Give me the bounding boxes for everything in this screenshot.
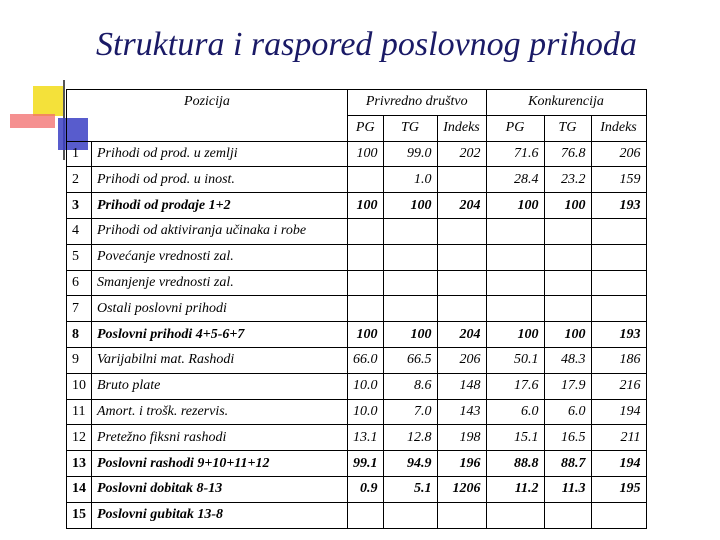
row-value (544, 218, 591, 244)
row-value (383, 244, 437, 270)
table-row (67, 476, 647, 502)
row-value: 211 (591, 425, 646, 451)
row-value: 1206 (437, 476, 486, 502)
row-value: 50.1 (486, 347, 544, 373)
header-pd-tg: TG (383, 115, 437, 141)
row-label: Povećanje vrednosti zal. (92, 244, 348, 270)
header-k-indeks: Indeks (591, 115, 646, 141)
table-row (67, 167, 647, 193)
row-value (544, 296, 591, 322)
row-value: 204 (437, 322, 486, 348)
row-label: Prihodi od aktiviranja učinaka i robe (92, 218, 348, 244)
row-value: 88.8 (486, 451, 544, 477)
row-value (591, 296, 646, 322)
table-row (67, 244, 647, 270)
row-label: Prihodi od prodaje 1+2 (92, 193, 348, 219)
row-value: 7.0 (383, 399, 437, 425)
row-value: 100 (486, 193, 544, 219)
row-value (348, 218, 384, 244)
row-value: 143 (437, 399, 486, 425)
row-value: 194 (591, 399, 646, 425)
row-value (383, 218, 437, 244)
row-value (591, 218, 646, 244)
header-konkurencija: Konkurencija (486, 90, 646, 116)
row-value: 71.6 (486, 141, 544, 167)
row-value: 99.1 (348, 451, 384, 477)
table-row (67, 399, 647, 425)
row-value: 0.9 (348, 476, 384, 502)
row-value (544, 270, 591, 296)
row-number: 15 (67, 502, 92, 528)
row-value: 100 (486, 322, 544, 348)
row-number: 13 (67, 451, 92, 477)
row-label: Prihodi od prod. u inost. (92, 167, 348, 193)
row-value: 100 (544, 322, 591, 348)
row-value (437, 296, 486, 322)
row-value: 6.0 (486, 399, 544, 425)
row-value: 13.1 (348, 425, 384, 451)
row-value (591, 502, 646, 528)
row-value: 88.7 (544, 451, 591, 477)
decor-bar-red (10, 114, 55, 128)
row-value (486, 296, 544, 322)
row-value (486, 244, 544, 270)
row-value: 100 (383, 193, 437, 219)
row-value: 204 (437, 193, 486, 219)
header-pozicija: Pozicija (67, 90, 348, 142)
row-value: 193 (591, 193, 646, 219)
row-value (383, 296, 437, 322)
row-value (437, 218, 486, 244)
data-table (66, 89, 647, 529)
header-k-tg: TG (544, 115, 591, 141)
row-value (437, 270, 486, 296)
row-value: 195 (591, 476, 646, 502)
row-value (383, 270, 437, 296)
row-value: 10.0 (348, 399, 384, 425)
row-value: 17.9 (544, 373, 591, 399)
table-row (67, 425, 647, 451)
header-k-pg: PG (486, 115, 544, 141)
row-value: 5.1 (383, 476, 437, 502)
table-row (67, 218, 647, 244)
row-number: 3 (67, 193, 92, 219)
header-pd-pg: PG (348, 115, 384, 141)
decor-square-yellow (33, 86, 63, 116)
row-value (486, 502, 544, 528)
row-value (486, 270, 544, 296)
row-label: Varijabilni mat. Rashodi (92, 347, 348, 373)
row-value: 17.6 (486, 373, 544, 399)
row-value: 11.3 (544, 476, 591, 502)
row-value: 100 (348, 193, 384, 219)
row-value (348, 502, 384, 528)
row-value (486, 218, 544, 244)
header-pd-indeks: Indeks (437, 115, 486, 141)
row-value: 193 (591, 322, 646, 348)
table-row (67, 347, 647, 373)
row-value: 28.4 (486, 167, 544, 193)
header-privredno-drustvo: Privredno društvo (348, 90, 487, 116)
row-value: 216 (591, 373, 646, 399)
row-number: 2 (67, 167, 92, 193)
row-value: 16.5 (544, 425, 591, 451)
row-number: 12 (67, 425, 92, 451)
row-label: Poslovni rashodi 9+10+11+12 (92, 451, 348, 477)
row-value: 202 (437, 141, 486, 167)
row-value: 186 (591, 347, 646, 373)
table-row (67, 373, 647, 399)
row-value (348, 270, 384, 296)
row-value: 196 (437, 451, 486, 477)
row-value (437, 244, 486, 270)
page-title: Struktura i raspored poslovnog prihoda (96, 26, 637, 63)
row-value (544, 244, 591, 270)
row-number: 11 (67, 399, 92, 425)
row-value (591, 270, 646, 296)
row-value: 100 (544, 193, 591, 219)
row-label: Poslovni dobitak 8-13 (92, 476, 348, 502)
table-row (67, 296, 647, 322)
row-value: 100 (348, 141, 384, 167)
row-value: 76.8 (544, 141, 591, 167)
table-row (67, 270, 647, 296)
row-label: Smanjenje vrednosti zal. (92, 270, 348, 296)
row-value: 194 (591, 451, 646, 477)
row-value: 66.5 (383, 347, 437, 373)
row-number: 4 (67, 218, 92, 244)
table-row (67, 322, 647, 348)
row-value: 15.1 (486, 425, 544, 451)
row-value (544, 502, 591, 528)
row-value: 1.0 (383, 167, 437, 193)
row-label: Amort. i trošk. rezervis. (92, 399, 348, 425)
row-number: 7 (67, 296, 92, 322)
row-value (348, 167, 384, 193)
row-value: 12.8 (383, 425, 437, 451)
row-value (383, 502, 437, 528)
row-number: 10 (67, 373, 92, 399)
row-number: 9 (67, 347, 92, 373)
row-number: 6 (67, 270, 92, 296)
row-label: Prihodi od prod. u zemlji (92, 141, 348, 167)
row-value (437, 167, 486, 193)
table-row (67, 502, 647, 528)
row-value (348, 244, 384, 270)
row-value: 206 (437, 347, 486, 373)
row-label: Poslovni prihodi 4+5-6+7 (92, 322, 348, 348)
row-value: 48.3 (544, 347, 591, 373)
header-row-1 (67, 90, 647, 116)
row-value (437, 502, 486, 528)
row-number: 14 (67, 476, 92, 502)
row-value: 10.0 (348, 373, 384, 399)
row-number: 1 (67, 141, 92, 167)
row-number: 8 (67, 322, 92, 348)
row-value: 100 (348, 322, 384, 348)
table-row (67, 193, 647, 219)
row-value: 6.0 (544, 399, 591, 425)
table-row (67, 451, 647, 477)
row-label: Poslovni gubitak 13-8 (92, 502, 348, 528)
row-value: 198 (437, 425, 486, 451)
table-row (67, 141, 647, 167)
row-value: 206 (591, 141, 646, 167)
row-value: 99.0 (383, 141, 437, 167)
row-value (591, 244, 646, 270)
row-label: Ostali poslovni prihodi (92, 296, 348, 322)
row-value: 11.2 (486, 476, 544, 502)
row-value: 66.0 (348, 347, 384, 373)
row-value: 100 (383, 322, 437, 348)
row-value: 159 (591, 167, 646, 193)
row-label: Pretežno fiksni rashodi (92, 425, 348, 451)
row-number: 5 (67, 244, 92, 270)
row-value: 148 (437, 373, 486, 399)
row-value: 8.6 (383, 373, 437, 399)
row-label: Bruto plate (92, 373, 348, 399)
row-value: 23.2 (544, 167, 591, 193)
row-value: 94.9 (383, 451, 437, 477)
table-body (67, 90, 647, 529)
row-value (348, 296, 384, 322)
